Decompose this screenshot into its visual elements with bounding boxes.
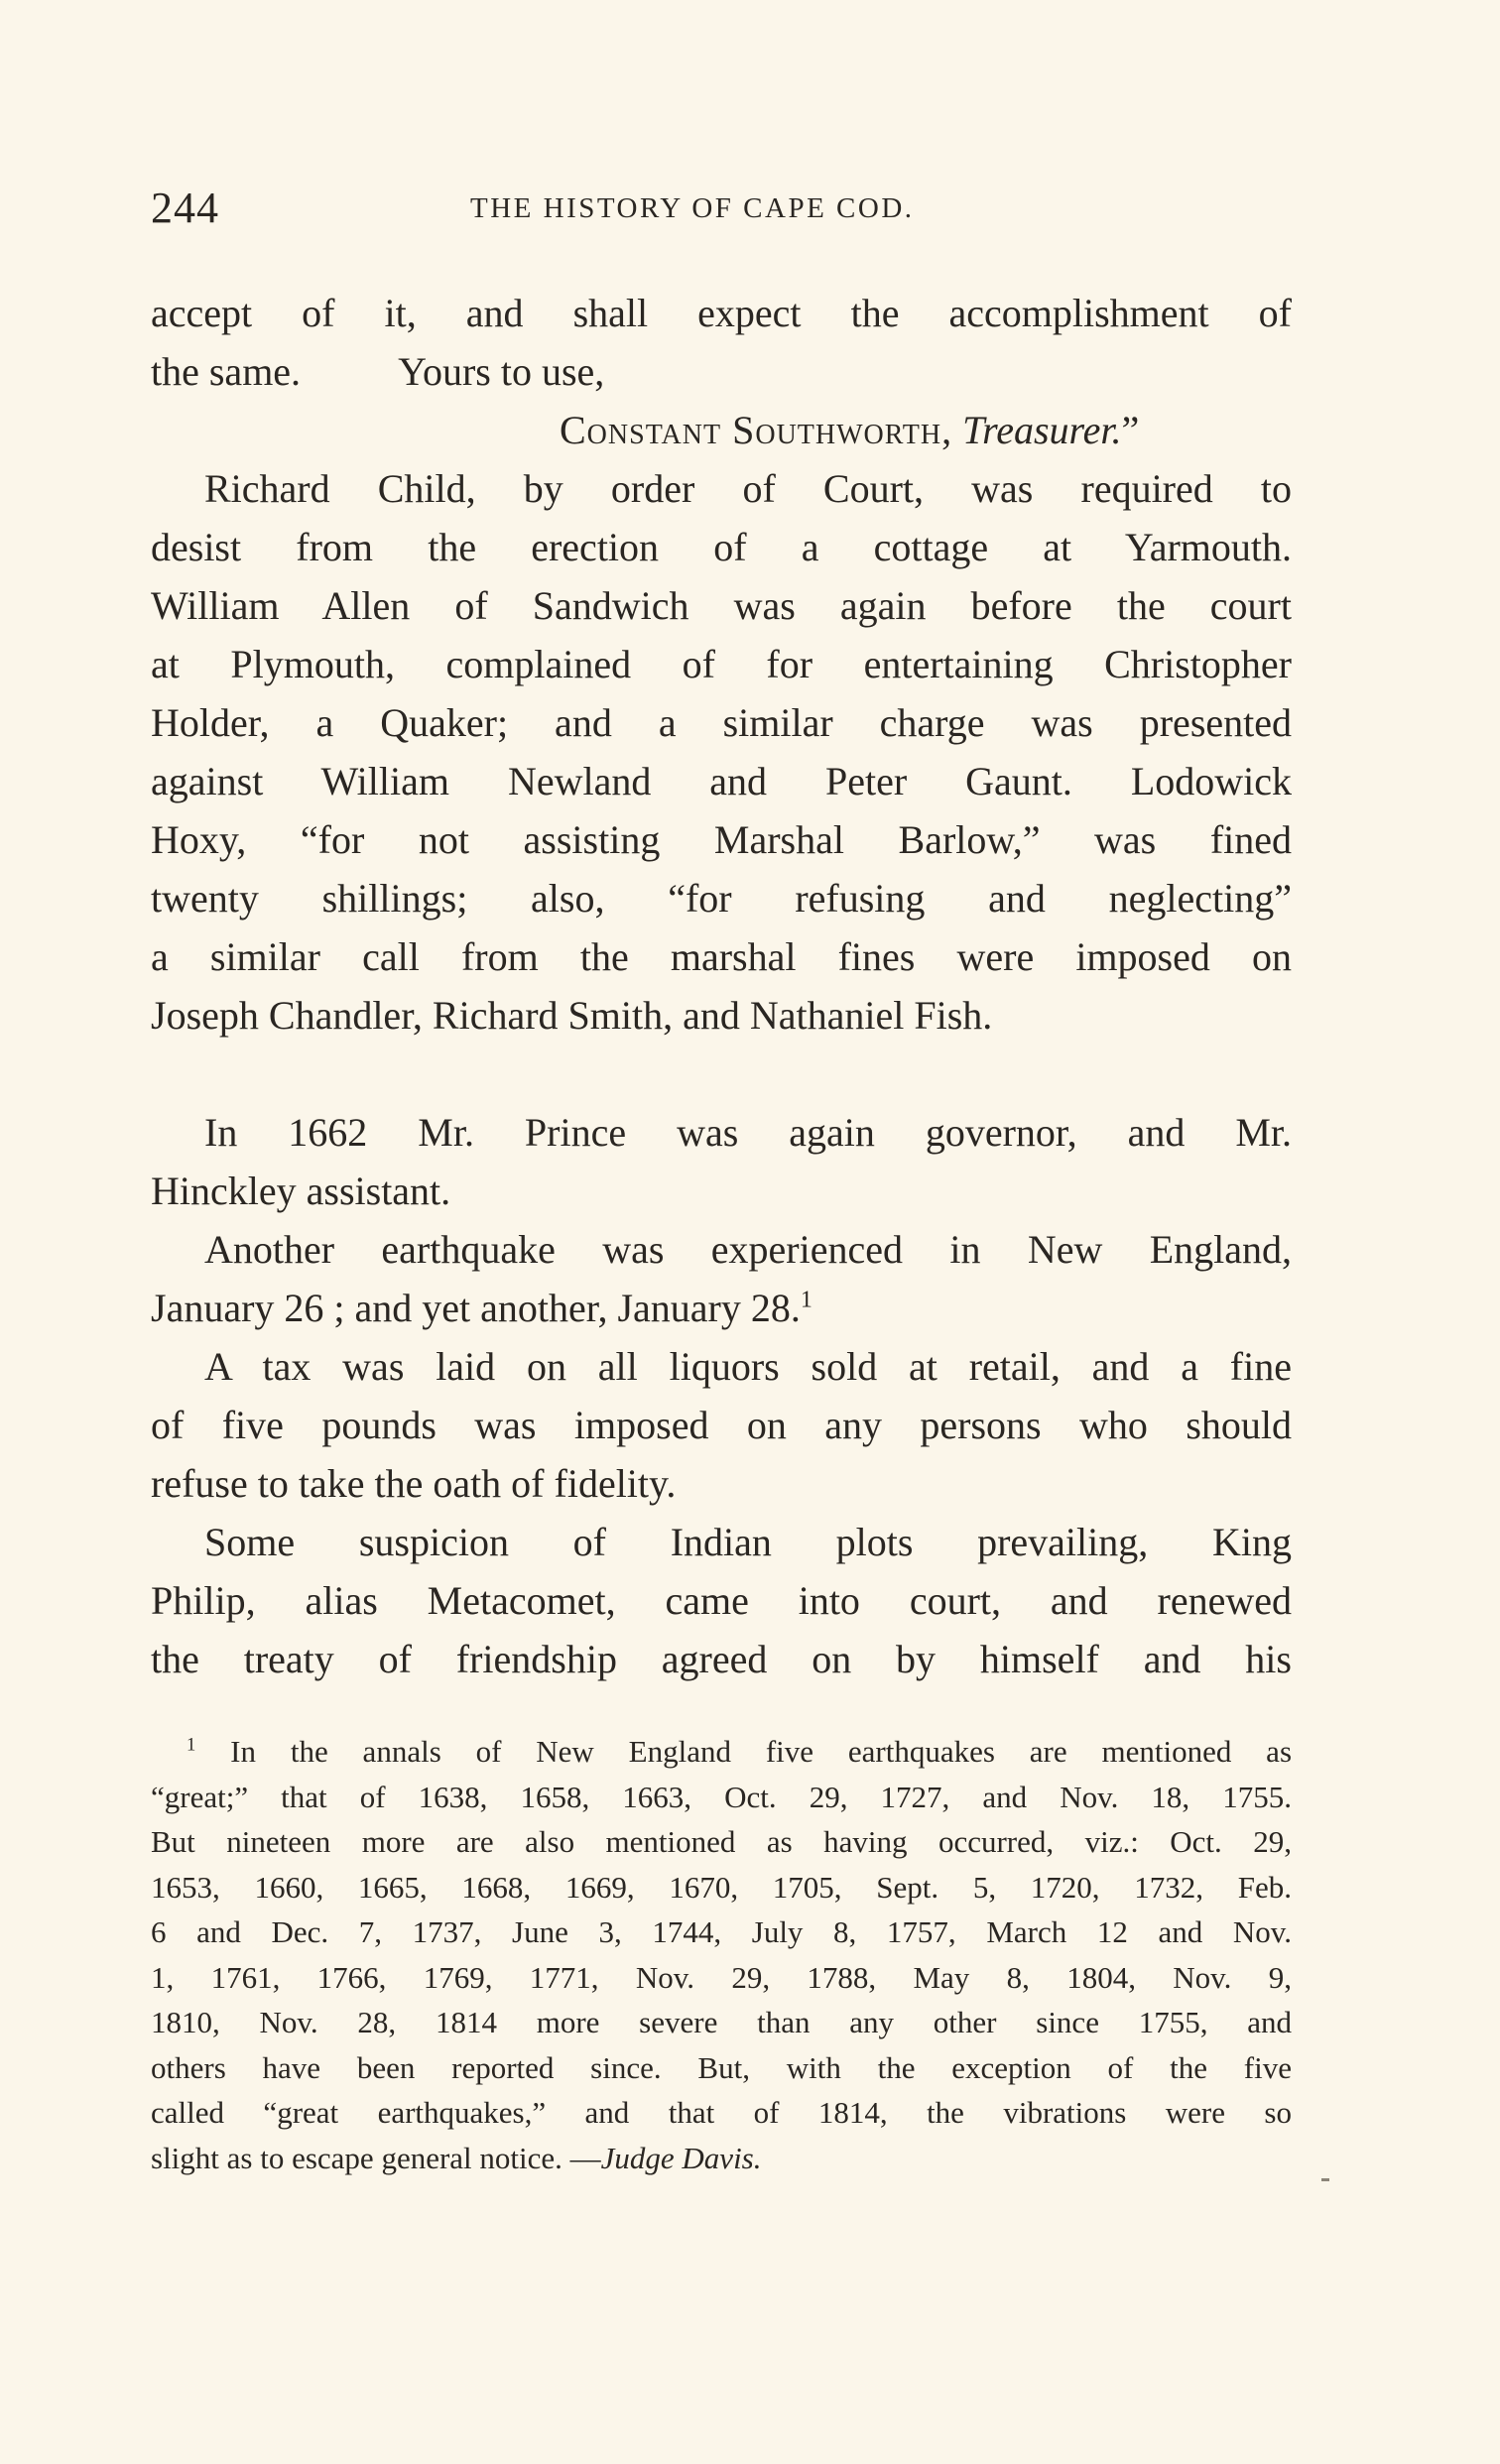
text-line: at Plymouth, complained of for entertaining Christopher — [151, 642, 1292, 686]
footnote-line: 1810, Nov. 28, 1814 more severe than any other since 1755, and — [151, 2005, 1292, 2039]
text-line: the same. Yours to use, — [151, 349, 605, 394]
text-line: Hoxy, “for not assisting Marshal Barlow,” was fined — [151, 817, 1292, 862]
text-line: a similar call from the marshal fines were imposed on — [151, 934, 1292, 979]
footnote-block — [151, 1729, 1292, 2180]
text-line: Richard Child, by order of Court, was required to — [204, 466, 1292, 511]
footnote-attribution: Judge Davis. — [600, 2140, 762, 2175]
footnote-line: slight as to escape general notice. —Judge Davis. — [151, 2140, 762, 2175]
text-line: William Allen of Sandwich was again before the court — [151, 583, 1292, 628]
footnote-line: 1, 1761, 1766, 1769, 1771, Nov. 29, 1788, May 8, 1804, Nov. 9, — [151, 1959, 1292, 1995]
text-line: Joseph Chandler, Richard Smith, and Nathaniel Fish. — [151, 993, 993, 1038]
text-line: Holder, a Quaker; and a similar charge was presented — [151, 700, 1292, 745]
text-line: twenty shillings; also, “for refusing and neglecting” — [151, 876, 1292, 921]
text-line: Some suspicion of Indian plots prevailing, King — [204, 1520, 1292, 1564]
text-line: accept of it, and shall expect the accomplishment of — [151, 291, 1292, 335]
footnote-line: $^1$ In the annals of New England five earthquakes are mentioned as — [187, 1734, 1293, 1769]
text-line: against William Newland and Peter Gaunt. Lodowick — [151, 759, 1292, 803]
running-title: THE HISTORY OF CAPE COD. — [470, 192, 915, 224]
text-line: refuse to take the oath of fidelity. — [151, 1461, 677, 1506]
footnote-line: But nineteen more are also mentioned as having occurred, viz.: Oct. 29, — [151, 1824, 1292, 1859]
footnote-line: others have been reported since. But, with the exception of the five — [151, 2049, 1292, 2085]
signatory-title: Treasurer. — [962, 408, 1122, 452]
page-header — [151, 183, 1292, 242]
footnote-marker: 1 — [187, 1734, 196, 1756]
footnote-line: 1653, 1660, 1665, 1668, 1669, 1670, 1705, Sept. 5, 1720, 1732, Feb. — [151, 1869, 1292, 1905]
text-line: of five pounds was imposed on any persons who should — [151, 1403, 1292, 1447]
text-line: desist from the erection of a cottage at Yarmouth. — [151, 525, 1292, 569]
footnote-line: “great;” that of 1638, 1658, 1663, Oct. 29, 1727, and Nov. 18, 1755. — [151, 1779, 1292, 1814]
page-number: 244 — [151, 184, 219, 232]
text-line: In 1662 Mr. Prince was again governor, and Mr. — [204, 1110, 1292, 1155]
text-line: January 26 ; and yet another, January 28.$^1$ — [151, 1286, 812, 1330]
text-line: the treaty of friendship agreed on by himself and his — [151, 1637, 1292, 1681]
main-text — [151, 284, 1292, 1688]
signatory-name: Constant Southworth, — [560, 408, 953, 452]
footnote-reference: 1 — [800, 1287, 812, 1313]
signature-line: Constant Southworth, Treasurer.” — [560, 408, 1140, 452]
print-speck — [1321, 2178, 1329, 2181]
text-line: Hinckley assistant. — [151, 1169, 451, 1213]
text-line: Another earthquake was experienced in New England, — [204, 1227, 1292, 1272]
text-line: Philip, alias Metacomet, came into court, and renewed — [151, 1578, 1292, 1623]
footnote-line: 6 and Dec. 7, 1737, June 3, 1744, July 8, 1757, March 12 and Nov. — [151, 1914, 1292, 1949]
footnote-line: called “great earthquakes,” and that of 1814, the vibrations were so — [151, 2095, 1292, 2130]
text-line: A tax was laid on all liquors sold at retail, and a fine — [204, 1344, 1292, 1389]
